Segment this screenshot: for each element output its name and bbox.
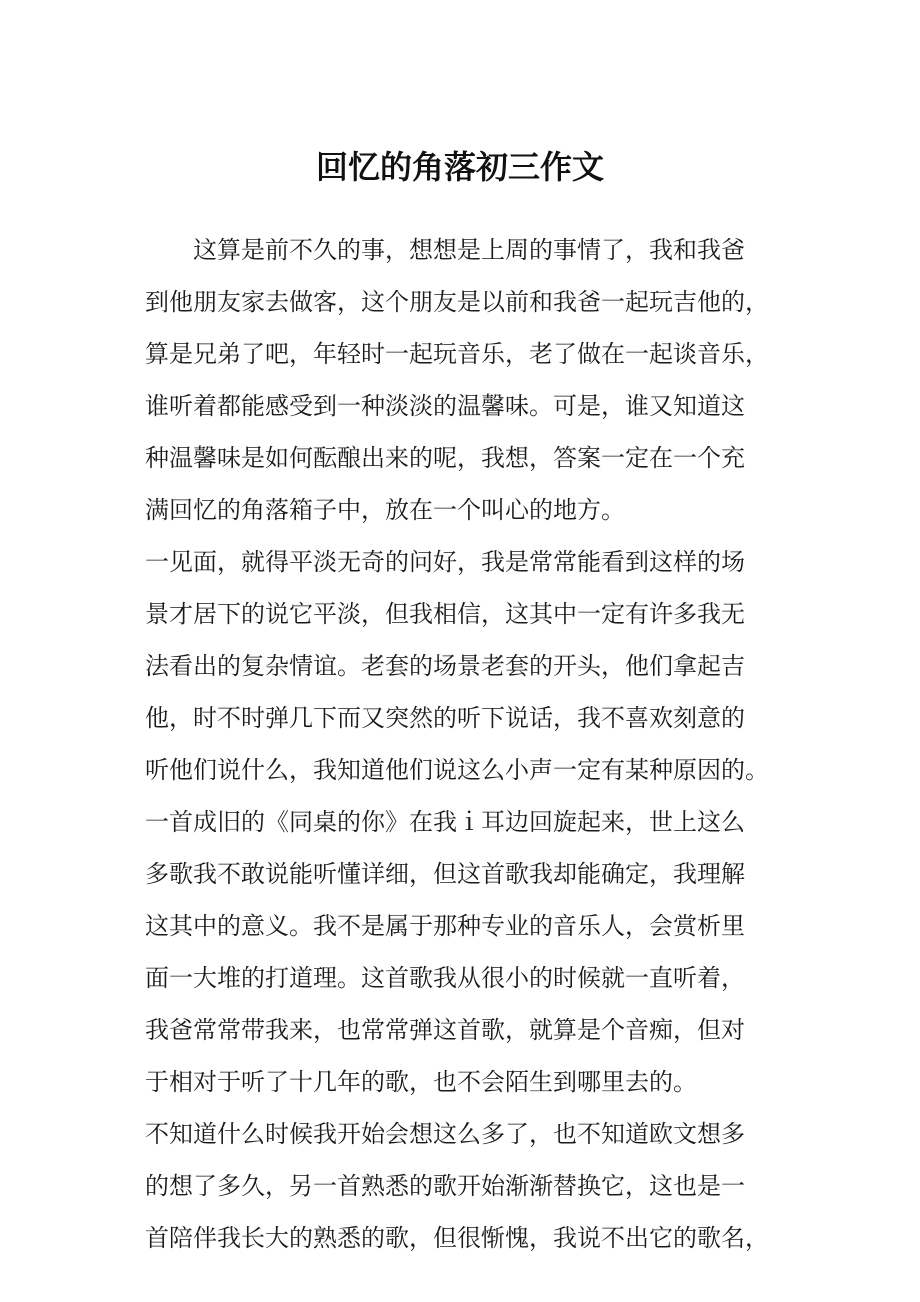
text-line: 法看出的复杂情谊。老套的场景老套的开头，他们拿起吉 [145,652,745,680]
text-line: 一首成旧的《同桌的你》在我ｉ耳边回旋起来，世上这么 [145,808,745,836]
text-line: 首陪伴我长大的熟悉的歌，但很惭愧，我说不出它的歌名， [145,1224,769,1252]
text-line: 这算是前不久的事，想想是上周的事情了，我和我爸 [145,236,745,264]
text-line: 不知道什么时候我开始会想这么多了，也不知道欧文想多 [145,1120,745,1148]
text-line: 我爸常常带我来，也常常弹这首歌，就算是个音痴，但对 [145,1016,745,1044]
page-title: 回忆的角落初三作文 [315,148,604,186]
text-line: 到他朋友家去做客，这个朋友是以前和我爸一起玩吉他的， [145,288,769,316]
text-line: 谁听着都能感受到一种淡淡的温馨味。可是，谁又知道这 [145,392,745,420]
text-line: 面一大堆的打道理。这首歌我从很小的时候就一直听着， [145,964,745,992]
text-line: 景才居下的说它平淡，但我相信，这其中一定有许多我无 [145,600,745,628]
text-line: 的想了多久，另一首熟悉的歌开始渐渐替换它，这也是一 [145,1172,745,1200]
text-line: 于相对于听了十几年的歌，也不会陌生到哪里去的。 [145,1068,697,1096]
essay-body [145,224,785,1264]
text-line: 一见面，就得平淡无奇的问好，我是常常能看到这样的场 [145,548,745,576]
text-line: 这其中的意义。我不是属于那种专业的音乐人，会赏析里 [145,912,745,940]
text-line: 满回忆的角落箱子中，放在一个叫心的地方。 [145,496,625,524]
text-line: 他，时不时弹几下而又突然的听下说话，我不喜欢刻意的 [145,704,745,732]
text-line: 听他们说什么，我知道他们说这么小声一定有某种原因的。 [145,756,769,784]
text-line: 算是兄弟了吧，年轻时一起玩音乐，老了做在一起谈音乐， [145,340,769,368]
text-line: 多歌我不敢说能听懂详细，但这首歌我却能确定，我理解 [145,860,745,888]
text-line: 种温馨味是如何酝酿出来的呢，我想，答案一定在一个充 [145,444,745,472]
